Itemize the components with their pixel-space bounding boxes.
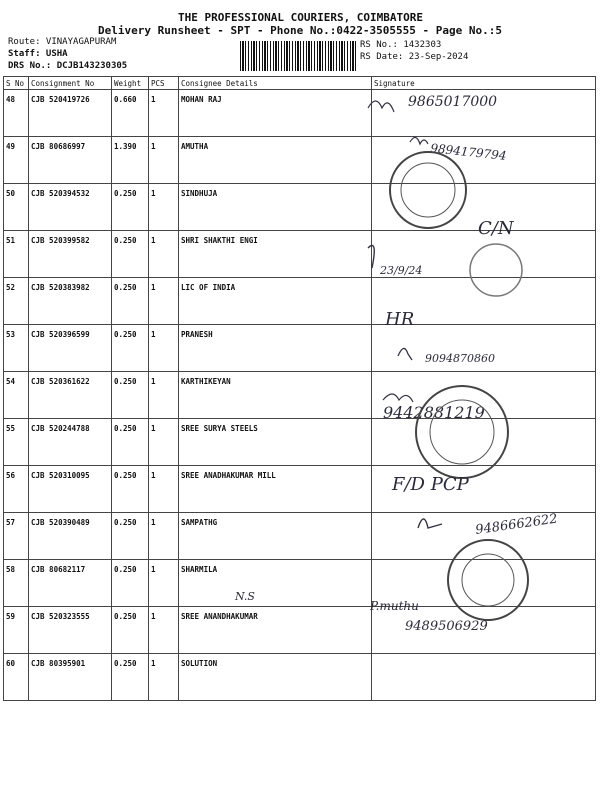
row-consignee: AMUTHA (179, 137, 372, 184)
row-pcs: 1 (149, 560, 179, 607)
row-pcs: 1 (149, 419, 179, 466)
table-row (4, 184, 596, 231)
row-consignment: CJB 520323555 (29, 607, 112, 654)
row-consignment: CJB 80395901 (29, 654, 112, 701)
row-consignment: CJB 520399582 (29, 231, 112, 278)
row-consignee: SREE ANANDHAKUMAR (179, 607, 372, 654)
row-sno: 53 (4, 325, 29, 372)
row-consignee: SAMPATHG (179, 513, 372, 560)
row-signature (372, 137, 596, 184)
row-consignment: CJB 520390489 (29, 513, 112, 560)
row-weight: 1.390 (112, 137, 149, 184)
row-consignment: CJB 520310095 (29, 466, 112, 513)
col-header-sno: S No (4, 77, 29, 90)
row-weight: 0.250 (112, 607, 149, 654)
row-sno: 49 (4, 137, 29, 184)
col-header-weight: Weight (112, 77, 149, 90)
runsheet-table (3, 76, 596, 701)
staff-label: Staff: USHA (8, 49, 68, 59)
table-row (4, 654, 596, 701)
row-sno: 56 (4, 466, 29, 513)
row-consignee: MOHAN RAJ (179, 90, 372, 137)
row-sno: 60 (4, 654, 29, 701)
row-pcs: 1 (149, 607, 179, 654)
row-signature (372, 607, 596, 654)
row-weight: 0.250 (112, 372, 149, 419)
row-weight: 0.250 (112, 278, 149, 325)
signature-note: F/D PCP (392, 474, 469, 495)
signature-initials: HR (385, 309, 415, 330)
row-consignee: PRANESH (179, 325, 372, 372)
row-consignment: CJB 520419726 (29, 90, 112, 137)
row-consignment: CJB 520394532 (29, 184, 112, 231)
col-header-consignment: Consignment No (29, 77, 112, 90)
route-label: Route: VINAYAGAPURAM (8, 37, 117, 47)
row-pcs: 1 (149, 184, 179, 231)
row-weight: 0.250 (112, 560, 149, 607)
row-signature (372, 90, 596, 137)
row-signature (372, 654, 596, 701)
row-sno: 55 (4, 419, 29, 466)
table-row (4, 325, 596, 372)
row-signature (372, 419, 596, 466)
row-weight: 0.250 (112, 513, 149, 560)
row-consignee: KARTHIKEYAN (179, 372, 372, 419)
signature-phone: 9894179794 (429, 141, 508, 163)
row-pcs: 1 (149, 278, 179, 325)
signature-phone: 9442881219 (383, 403, 485, 422)
table-row (4, 513, 596, 560)
table-row (4, 137, 596, 184)
row-sno: 58 (4, 560, 29, 607)
row-consignee: SHRI SHAKTHI ENGI (179, 231, 372, 278)
row-sno: 52 (4, 278, 29, 325)
row-sno: 57 (4, 513, 29, 560)
row-consignee: SHARMILA (179, 560, 372, 607)
row-signature (372, 278, 596, 325)
row-pcs: 1 (149, 654, 179, 701)
signature-phone: 9486662622 (474, 511, 559, 538)
row-weight: 0.250 (112, 325, 149, 372)
row-pcs: 1 (149, 325, 179, 372)
table-row (4, 466, 596, 513)
row-weight: 0.250 (112, 231, 149, 278)
signature-phone: 9489506929 (405, 619, 488, 634)
col-header-consignee: Consignee Details (179, 77, 372, 90)
row-sno: 48 (4, 90, 29, 137)
row-consignee: SREE ANADHAKUMAR MILL (179, 466, 372, 513)
table-row (4, 372, 596, 419)
company-title: THE PROFESSIONAL COURIERS, COIMBATORE (178, 11, 424, 24)
row-sno: 59 (4, 607, 29, 654)
table-row (4, 419, 596, 466)
table-row (4, 607, 596, 654)
row-pcs: 1 (149, 90, 179, 137)
row-pcs: 1 (149, 513, 179, 560)
table-header-row (4, 77, 596, 90)
consignee-note: N.S (235, 590, 255, 603)
table-row (4, 560, 596, 607)
row-consignee: SINDHUJA (179, 184, 372, 231)
row-consignee: LIC OF INDIA (179, 278, 372, 325)
row-signature (372, 184, 596, 231)
row-consignment: CJB 80682117 (29, 560, 112, 607)
row-signature (372, 466, 596, 513)
row-consignee: SREE SURYA STEELS (179, 419, 372, 466)
signature-name: P.muthu (370, 599, 419, 613)
row-signature (372, 513, 596, 560)
row-consignee: SOLUTION (179, 654, 372, 701)
row-pcs: 1 (149, 466, 179, 513)
row-consignment: CJB 80686997 (29, 137, 112, 184)
signature-phone: 9865017000 (408, 94, 498, 110)
table-row (4, 278, 596, 325)
row-pcs: 1 (149, 231, 179, 278)
runsheet-title: Delivery Runsheet - SPT - Phone No.:0422-3505555 - Page No.:5 (98, 24, 502, 37)
table-row (4, 90, 596, 137)
row-signature (372, 325, 596, 372)
row-weight: 0.250 (112, 466, 149, 513)
row-sno: 50 (4, 184, 29, 231)
row-weight: 0.250 (112, 184, 149, 231)
row-pcs: 1 (149, 137, 179, 184)
row-signature (372, 372, 596, 419)
drs-number: DRS No.: DCJB143230305 (8, 61, 128, 71)
row-sno: 51 (4, 231, 29, 278)
row-signature (372, 231, 596, 278)
signature-phone: 9094870860 (425, 352, 495, 365)
rs-number: RS No.: 1432303 (360, 40, 442, 50)
row-signature (372, 560, 596, 607)
rs-date: RS Date: 23-Sep-2024 (360, 52, 469, 62)
row-consignment: CJB 520244788 (29, 419, 112, 466)
barcode (240, 41, 356, 71)
row-consignment: CJB 520383982 (29, 278, 112, 325)
signature-note: C/N (478, 218, 514, 239)
row-sno: 54 (4, 372, 29, 419)
table-row (4, 231, 596, 278)
row-weight: 0.660 (112, 90, 149, 137)
row-weight: 0.250 (112, 654, 149, 701)
row-consignment: CJB 520361622 (29, 372, 112, 419)
col-header-signature: Signature (372, 77, 596, 90)
row-pcs: 1 (149, 372, 179, 419)
signature-date: 23/9/24 (380, 264, 423, 277)
row-weight: 0.250 (112, 419, 149, 466)
row-consignment: CJB 520396599 (29, 325, 112, 372)
col-header-pcs: PCS (149, 77, 179, 90)
